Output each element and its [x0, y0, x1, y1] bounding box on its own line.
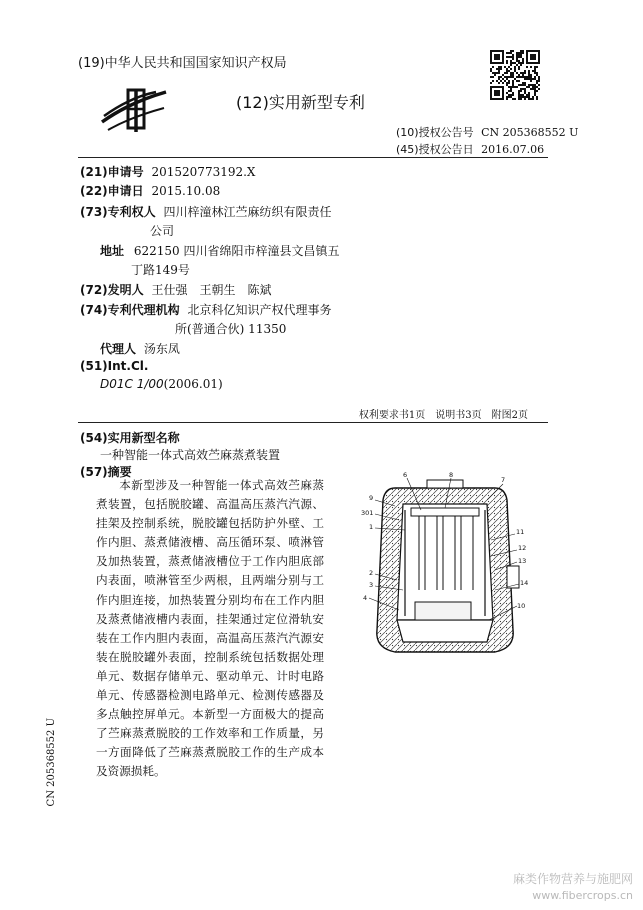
figure-label-4: 4 [363, 594, 368, 602]
title-label-text: (54)实用新型名称 [80, 431, 180, 445]
application-number-value: 201520773192.X [151, 165, 256, 179]
address-line2: 丁路149号 [131, 263, 190, 277]
utility-model-title: 一种智能一体式高效苎麻蒸煮装置 [100, 448, 281, 462]
figure-label-3: 3 [369, 581, 374, 589]
publication-date-label: (45)授权公告日 [396, 143, 474, 156]
middle-rule [78, 422, 548, 423]
figure-label-7: 7 [501, 476, 506, 484]
figure-label-8: 8 [449, 471, 454, 479]
document-type: (12)实用新型专利 [236, 93, 365, 112]
patentee-line1: 四川梓潼林江苎麻纺织有限责任 [163, 205, 332, 219]
application-number [80, 163, 255, 180]
inventors [80, 281, 272, 298]
patentee-line2: 公司 [150, 224, 175, 238]
pages-info: 权利要求书1页 说明书3页 附图2页 [358, 410, 528, 421]
side-publication-number: CN 205368552 U [46, 718, 57, 807]
cnipa-emblem-icon [98, 86, 170, 134]
figure-label-9: 9 [369, 494, 374, 502]
qr-code-icon [490, 50, 540, 100]
int-cl [80, 359, 148, 373]
abstract-label-text: (57)摘要 [80, 465, 132, 479]
abstract-paragraph: 本新型涉及一种智能一体式高效苎麻蒸煮装置，包括脱胶罐、高温高压蒸汽汽源、挂架及控制系统，脱胶罐包括防护外壁、工作内胆、蒸煮储液槽、高压循环泵、喷淋管及加热装置，蒸煮储液槽位于工作内胆底部内表面，喷淋管至少两根，且两端分别与工作内胆连接，加热装置分别均布在工作内胆及蒸煮储液槽内表面，挂架通过定位滑轨安装在工作内胆内表面，高温高压蒸汽汽源安装在脱胶罐外表面，控制系统包括数据处理单元、数据存储单元、驱动单元、计时电路单元、传感器检测电路单元、检测传感器及多点触控屏单元。本新型一方面极大的提高了苎麻蒸煮脱胶的工作效率和工作质量，另一方面降低了苎麻蒸煮脱胶工作的生产成本及资源损耗。 [96, 478, 324, 779]
int-cl-classification [100, 377, 223, 391]
figure-label-6: 6 [403, 471, 408, 479]
figure-label-11: 11 [516, 528, 525, 536]
utility-model-title-label [80, 429, 180, 446]
patent-agency-line1: 北京科亿知识产权代理事务 [187, 303, 332, 317]
patent-agency [80, 301, 332, 318]
address-label: 地址 [100, 244, 125, 258]
abstract-text [96, 476, 324, 782]
publication-date [396, 141, 544, 157]
figure-label-14: 14 [520, 579, 529, 587]
patent-agent [100, 340, 180, 357]
publication-number-label: (10)授权公告号 [396, 126, 474, 139]
device-figure [355, 470, 535, 670]
publication-number [396, 124, 578, 140]
figure-label-2: 2 [369, 569, 374, 577]
patentee-label: (73)专利权人 [80, 205, 156, 219]
application-date [80, 182, 220, 199]
watermark-line2: www.fibercrops.cn [532, 889, 633, 902]
int-cl-label: (51)Int.Cl. [80, 359, 149, 373]
figure-label-12: 12 [518, 544, 527, 552]
figure-label-13: 13 [518, 557, 527, 565]
watermark-line1: 麻类作物营养与施肥网 [512, 872, 633, 886]
storage-tank [397, 620, 493, 642]
figure-label-301: 301 [361, 509, 374, 517]
publication-number-value: CN 205368552 U [481, 126, 579, 139]
address-line1: 622150 四川省绵阳市梓潼县文昌镇五 [133, 244, 340, 258]
address [100, 242, 339, 259]
header-rule [78, 157, 548, 158]
int-cl-code: D01C 1/00 [100, 377, 164, 391]
inventors-label: (72)发明人 [80, 283, 144, 297]
figure-label-1: 1 [369, 523, 374, 531]
patent-agent-label: 代理人 [100, 342, 137, 356]
inventors-value: 王仕强 王朝生 陈斌 [151, 283, 272, 297]
int-cl-year: (2006.01) [163, 377, 223, 391]
application-date-value: 2015.10.08 [151, 184, 221, 198]
patentee [80, 203, 332, 220]
figure-label-10: 10 [517, 602, 526, 610]
publication-date-value: 2016.07.06 [481, 143, 545, 156]
patent-agency-label: (74)专利代理机构 [80, 303, 180, 317]
patent-agent-value: 汤东凤 [143, 342, 180, 356]
application-date-label: (22)申请日 [80, 184, 144, 198]
application-number-label: (21)申请号 [80, 165, 144, 179]
office-name: (19)中华人民共和国国家知识产权局 [78, 56, 287, 71]
patent-agency-line2: 所(普通合伙) 11350 [175, 322, 287, 336]
hanging-rack [411, 508, 479, 516]
